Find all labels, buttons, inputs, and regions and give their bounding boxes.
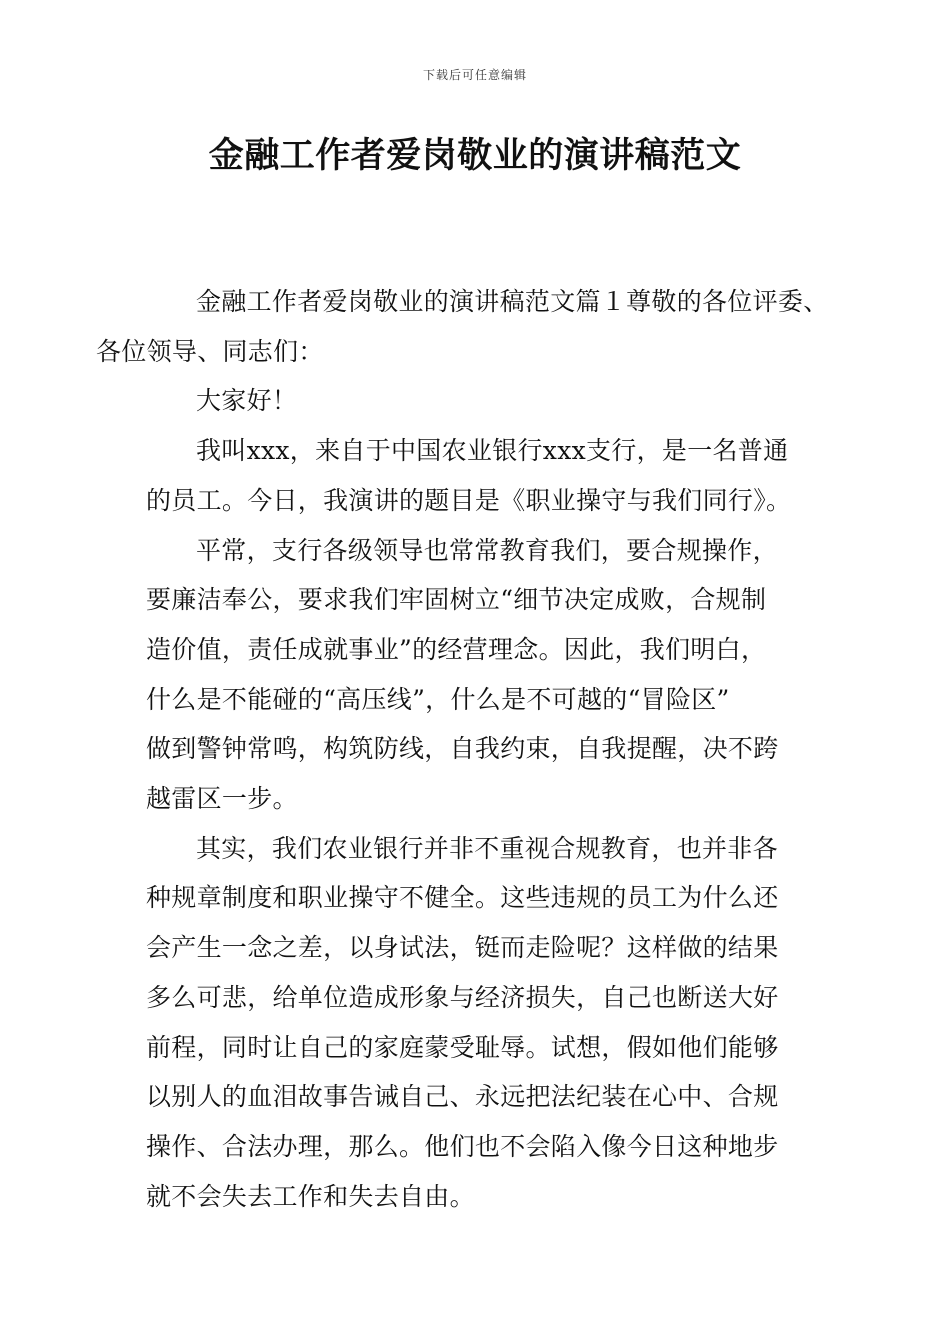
text-line: 大家好！: [196, 386, 298, 416]
paragraph-hello: [146, 376, 836, 426]
text-line: 做到警钟常鸣，构筑防线，自我约束，自我提醒，决不跨: [146, 734, 779, 764]
text-line: 操作、合法办理，那么。他们也不会陷入像今日这种地步: [146, 1131, 779, 1161]
paragraph-greeting-intro: [96, 277, 836, 376]
text-line: 要廉洁奉公，要求我们牢固树立“细节决定成败，合规制: [146, 585, 767, 615]
text-line: 会产生一念之差，以身试法，铤而走险呢？这样做的结果: [146, 933, 779, 963]
text-line: 的员工。今日，我演讲的题目是《职业操守与我们同行》。: [146, 485, 792, 515]
text-line: 以别人的血泪故事告诫自己、永远把法纪装在心中、合规: [146, 1082, 779, 1112]
header-note: 下载后可任意编辑: [422, 68, 527, 82]
text-line: 造价值，责任成就事业”的经营理念。因此，我们明白，: [146, 634, 767, 664]
text-line: 其实，我们农业银行并非不重视合规教育，也并非各: [196, 833, 778, 863]
document-title: 金融工作者爱岗敬业的演讲稿范文: [208, 136, 742, 176]
paragraph-reflection: [146, 824, 836, 1222]
text-line: 什么是不能碰的“高压线”，什么是不可越的“冒险区”: [146, 684, 730, 714]
text-line: 我叫xxx，来自于中国农业银行xxx支行，是一名普通: [196, 436, 789, 466]
text-line: 越雷区一步。: [146, 784, 298, 814]
paragraph-education: [146, 526, 836, 824]
document-body: [96, 277, 836, 1221]
text-line: 金融工作者爱岗敬业的演讲稿范文篇１尊敬的各位评委、: [196, 287, 829, 316]
text-line: 平常，支行各级领导也常常教育我们，要合规操作，: [196, 535, 778, 565]
paragraph-self-intro: [146, 426, 836, 525]
text-line: 就不会失去工作和失去自由。: [146, 1181, 475, 1211]
text-line: 各位领导、同志们：: [96, 336, 324, 366]
text-line: 多么可悲，给单位造成形象与经济损失，自己也断送大好: [146, 982, 779, 1012]
text-line: 前程，同时让自己的家庭蒙受耻辱。试想，假如他们能够: [146, 1032, 779, 1062]
text-line: 种规章制度和职业操守不健全。这些违规的员工为什么还: [146, 883, 779, 913]
